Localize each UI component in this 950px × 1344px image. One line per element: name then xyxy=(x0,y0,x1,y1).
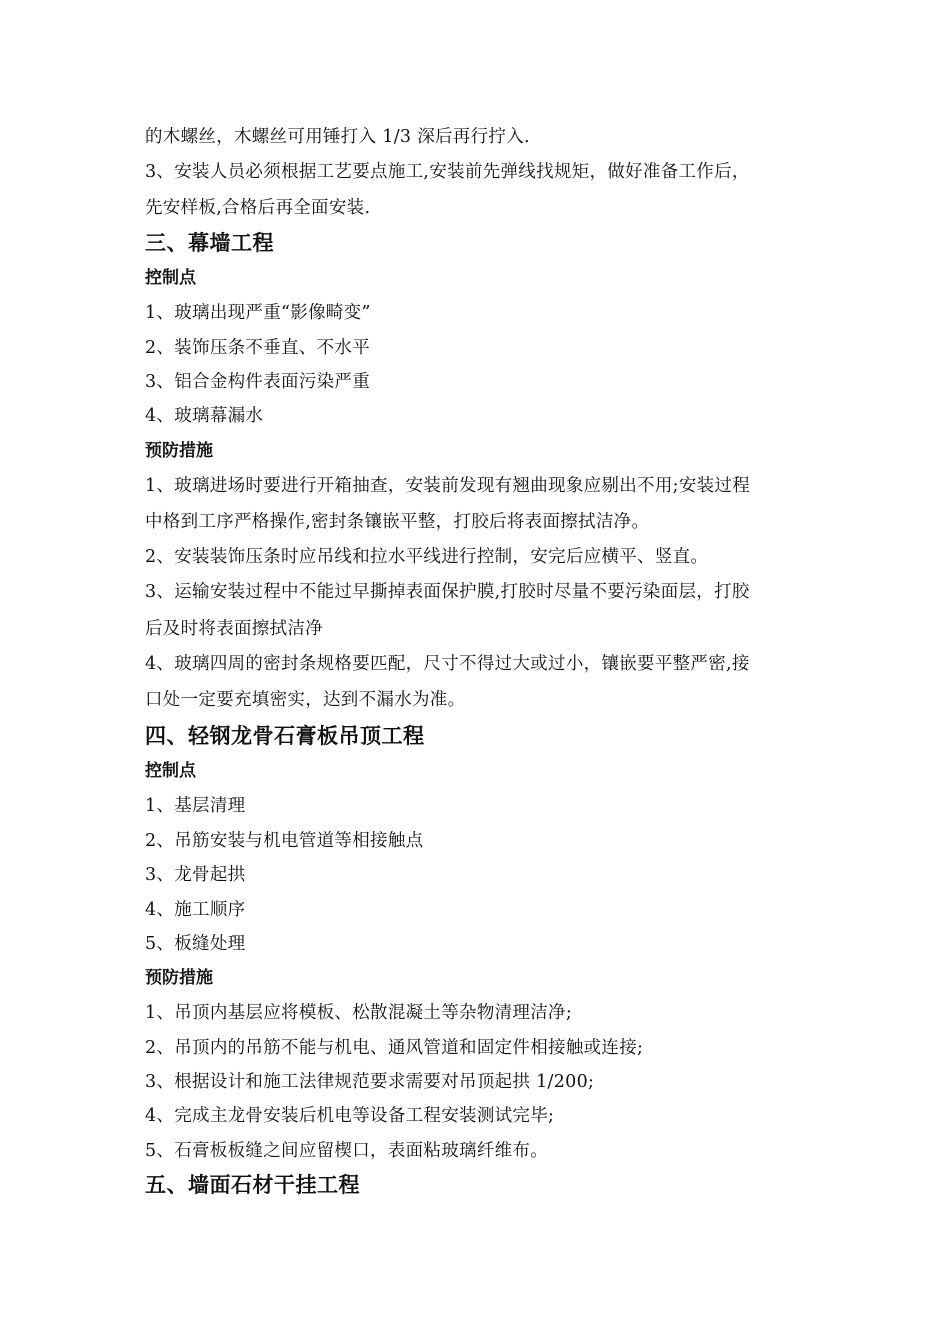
paragraph-line: 后及时将表面擦拭洁净 xyxy=(145,619,323,639)
list-item: 1、吊顶内基层应将模板、松散混凝土等杂物清理洁净; xyxy=(145,1003,573,1023)
subheading-control-points: 控制点 xyxy=(145,268,196,288)
section-heading: 四、轻钢龙骨石膏板吊顶工程 xyxy=(145,724,425,748)
subheading-preventive-measures: 预防措施 xyxy=(145,968,213,988)
list-item: 3、根据设计和施工法律规范要求需要对吊顶起拱 1/200; xyxy=(145,1072,595,1092)
list-item: 5、板缝处理 xyxy=(145,934,246,954)
subheading-control-points: 控制点 xyxy=(145,761,196,781)
paragraph-line: 1、玻璃进场时要进行开箱抽查，安装前发现有翘曲现象应剔出不用;安装过程 xyxy=(145,476,751,496)
subheading-preventive-measures: 预防措施 xyxy=(145,441,213,461)
list-item: 3、铝合金构件表面污染严重 xyxy=(145,372,371,392)
list-item: 1、玻璃出现严重“影像畸变” xyxy=(145,303,371,323)
list-item: 2、吊顶内的吊筋不能与机电、通风管道和固定件相接触或连接; xyxy=(145,1038,644,1058)
list-item: 1、基层清理 xyxy=(145,796,246,816)
paragraph-line: 3、运输安装过程中不能过早撕掉表面保护膜,打胶时尽量不要污染面层，打胶 xyxy=(145,582,750,602)
list-item: 2、吊筋安装与机电管道等相接触点 xyxy=(145,831,424,851)
paragraph-line: 4、玻璃四周的密封条规格要匹配，尺寸不得过大或过小，镶嵌要平整严密,接 xyxy=(145,654,750,674)
list-item: 3、龙骨起拱 xyxy=(145,865,246,885)
paragraph-line: 3、安装人员必须根据工艺要点施工,安装前先弹线找规矩，做好准备工作后， xyxy=(145,162,750,182)
paragraph-line: 先安样板,合格后再全面安装. xyxy=(145,198,371,218)
list-item: 2、装饰压条不垂直、不水平 xyxy=(145,338,371,358)
list-item: 4、玻璃幕漏水 xyxy=(145,406,264,426)
paragraph-line: 口处一定要充填密实，达到不漏水为准。 xyxy=(145,690,466,710)
list-item: 4、施工顺序 xyxy=(145,900,246,920)
paragraph-line: 中格到工序严格操作,密封条镶嵌平整，打胶后将表面擦拭洁净。 xyxy=(145,512,650,532)
section-heading: 三、幕墙工程 xyxy=(145,231,274,255)
list-item: 4、完成主龙骨安装后机电等设备工程安装测试完毕; xyxy=(145,1106,555,1126)
section-heading: 五、墙面石材干挂工程 xyxy=(145,1173,360,1197)
paragraph-line: 2、安装装饰压条时应吊线和拉水平线进行控制，安完后应横平、竖直。 xyxy=(145,547,709,567)
list-item: 5、石膏板板缝之间应留楔口，表面粘玻璃纤维布。 xyxy=(145,1141,549,1161)
paragraph-line: 的木螺丝，木螺丝可用锤打入 1/3 深后再行拧入. xyxy=(145,127,530,147)
